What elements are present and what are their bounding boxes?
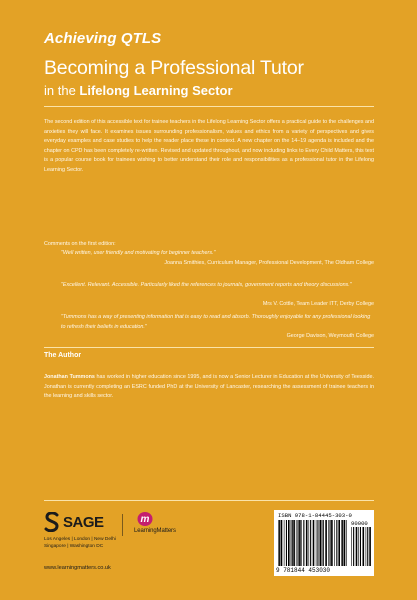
- comments-heading: Comments on the first edition:: [44, 241, 116, 247]
- logo-separator: [122, 514, 123, 536]
- barcode-bar: [360, 527, 361, 566]
- barcode-bar: [325, 520, 327, 566]
- barcode-bar: [286, 520, 287, 566]
- barcode-bar: [306, 520, 308, 566]
- learning-matters-mark: m: [140, 514, 150, 525]
- barcode-bar: [301, 520, 302, 566]
- learning-matters-logo-icon: [137, 511, 153, 527]
- sage-logo: [44, 512, 114, 536]
- barcode-bar: [344, 520, 346, 566]
- sage-s-icon: [44, 512, 60, 532]
- subtitle-emphasis: Lifelong Learning Sector: [79, 83, 233, 98]
- sage-cities-line-2: Singapore | Washington DC: [44, 544, 104, 549]
- book-title: Becoming a Professional Tutor: [44, 57, 304, 79]
- barcode-bar: [358, 527, 359, 566]
- barcode-bar: [338, 520, 340, 566]
- quote-3-attribution: George Davison, Weymouth College: [286, 333, 374, 339]
- barcode-bar: [298, 520, 299, 566]
- sage-cities: [44, 536, 126, 550]
- subtitle-prefix: in the: [44, 83, 80, 98]
- barcode-bar: [296, 520, 297, 566]
- top-divider: [44, 106, 374, 107]
- barcode-bar: [351, 527, 352, 566]
- barcode-bar: [356, 527, 358, 566]
- barcode-bar: [328, 520, 329, 566]
- addon-barcode: [351, 527, 371, 566]
- learning-matters-wordmark: LearningMatters: [134, 528, 176, 534]
- bottom-divider: [44, 500, 374, 501]
- barcode-bar: [363, 527, 365, 566]
- barcode-bar: [279, 520, 280, 566]
- barcode-bar: [323, 520, 324, 566]
- barcode-panel: [274, 510, 374, 576]
- barcode-bar: [366, 527, 367, 566]
- barcode-bar: [341, 520, 342, 566]
- series-title: Achieving QTLS: [44, 30, 162, 47]
- middle-divider: [44, 347, 374, 348]
- barcode-bar: [330, 520, 331, 566]
- barcode-bar: [313, 520, 315, 566]
- barcode-bar: [299, 520, 301, 566]
- ean-digits: 9 781844 453030: [276, 567, 331, 574]
- barcode-bar: [336, 520, 337, 566]
- barcode-bar: [284, 520, 285, 566]
- barcode-bar: [278, 520, 279, 566]
- barcode-bar: [281, 520, 283, 566]
- sage-wordmark: SAGE: [63, 514, 104, 531]
- barcode-bar: [291, 520, 292, 566]
- quote-1: "Well written, user friendly and motivating for beginner teachers.": [61, 250, 216, 256]
- barcode-bar: [310, 520, 311, 566]
- barcode-bar: [303, 520, 304, 566]
- blurb-paragraph: The second edition of this accessible text for trainee teachers in the Lifelong Learning Sector offers a practical guide to the challenges and anxieties they will face. It examines issues surrounding professionalism, values and ethics from a variety of perspectives and gives everyday examples and case studies to help the reader place these in context. A new chapter on the 14–19 agenda is included and the chapter on CPD has been completely re-written. Revised and updated throughout, and now including links to Every Child Matters, this text is a popular course book for trainees wishing to better understand their role and responsibilities as a professional tutor in the Lifelong Learning Sector.: [44, 119, 374, 173]
- barcode-bar: [292, 520, 293, 566]
- barcode-bar: [317, 520, 318, 566]
- barcode-bar: [367, 527, 368, 566]
- quote-2: "Excellent. Relevant. Accessible. Particularly liked the references to journals, government reports and theory discussions.": [61, 282, 352, 288]
- isbn-label: ISBN 978-1-84445-303-0: [278, 512, 352, 519]
- addon-code: 90000: [351, 520, 368, 527]
- author-bio-text: has worked in higher education since 1995, and is now a Senior Lecturer in Education at the University of Teesside. Jonathan is currently completing an ESRC funded PhD at the University of Lancaster, researching the assessment of trainee teachers in the learning and skills sector.: [44, 374, 374, 399]
- barcode-bar: [309, 520, 310, 566]
- author-bio: [44, 373, 374, 402]
- publisher-url: www.learningmatters.co.uk: [44, 565, 111, 571]
- author-heading: The Author: [44, 352, 82, 359]
- ean-barcode: [278, 520, 348, 566]
- sage-cities-line-1: Los Angeles | London | New Delhi: [44, 537, 116, 542]
- barcode-bar: [353, 527, 354, 566]
- author-name: Jonathan Tummons: [44, 374, 95, 380]
- barcode-bar: [322, 520, 323, 566]
- quote-2-attribution: Mrs V. Cottle, Team Leader ITT, Derby College: [262, 301, 374, 307]
- barcode-bar: [369, 527, 371, 566]
- barcode-bar: [346, 520, 347, 566]
- quote-3: "Tummons has a way of presenting information that is easy to read and absorb. Thoroughly enjoyable for any professional looking to refresh their beliefs in education.": [61, 314, 371, 330]
- quote-1-attribution: Joanna Smithies, Curriculum Manager, Professional Development, The Oldham College: [164, 260, 374, 266]
- barcode-bar: [293, 520, 295, 566]
- book-subtitle: [44, 83, 233, 98]
- barcode-bar: [334, 520, 335, 566]
- barcode-bar: [320, 520, 322, 566]
- barcode-bar: [288, 520, 290, 566]
- barcode-bar: [342, 520, 343, 566]
- barcode-bar: [331, 520, 333, 566]
- barcode-bar: [316, 520, 317, 566]
